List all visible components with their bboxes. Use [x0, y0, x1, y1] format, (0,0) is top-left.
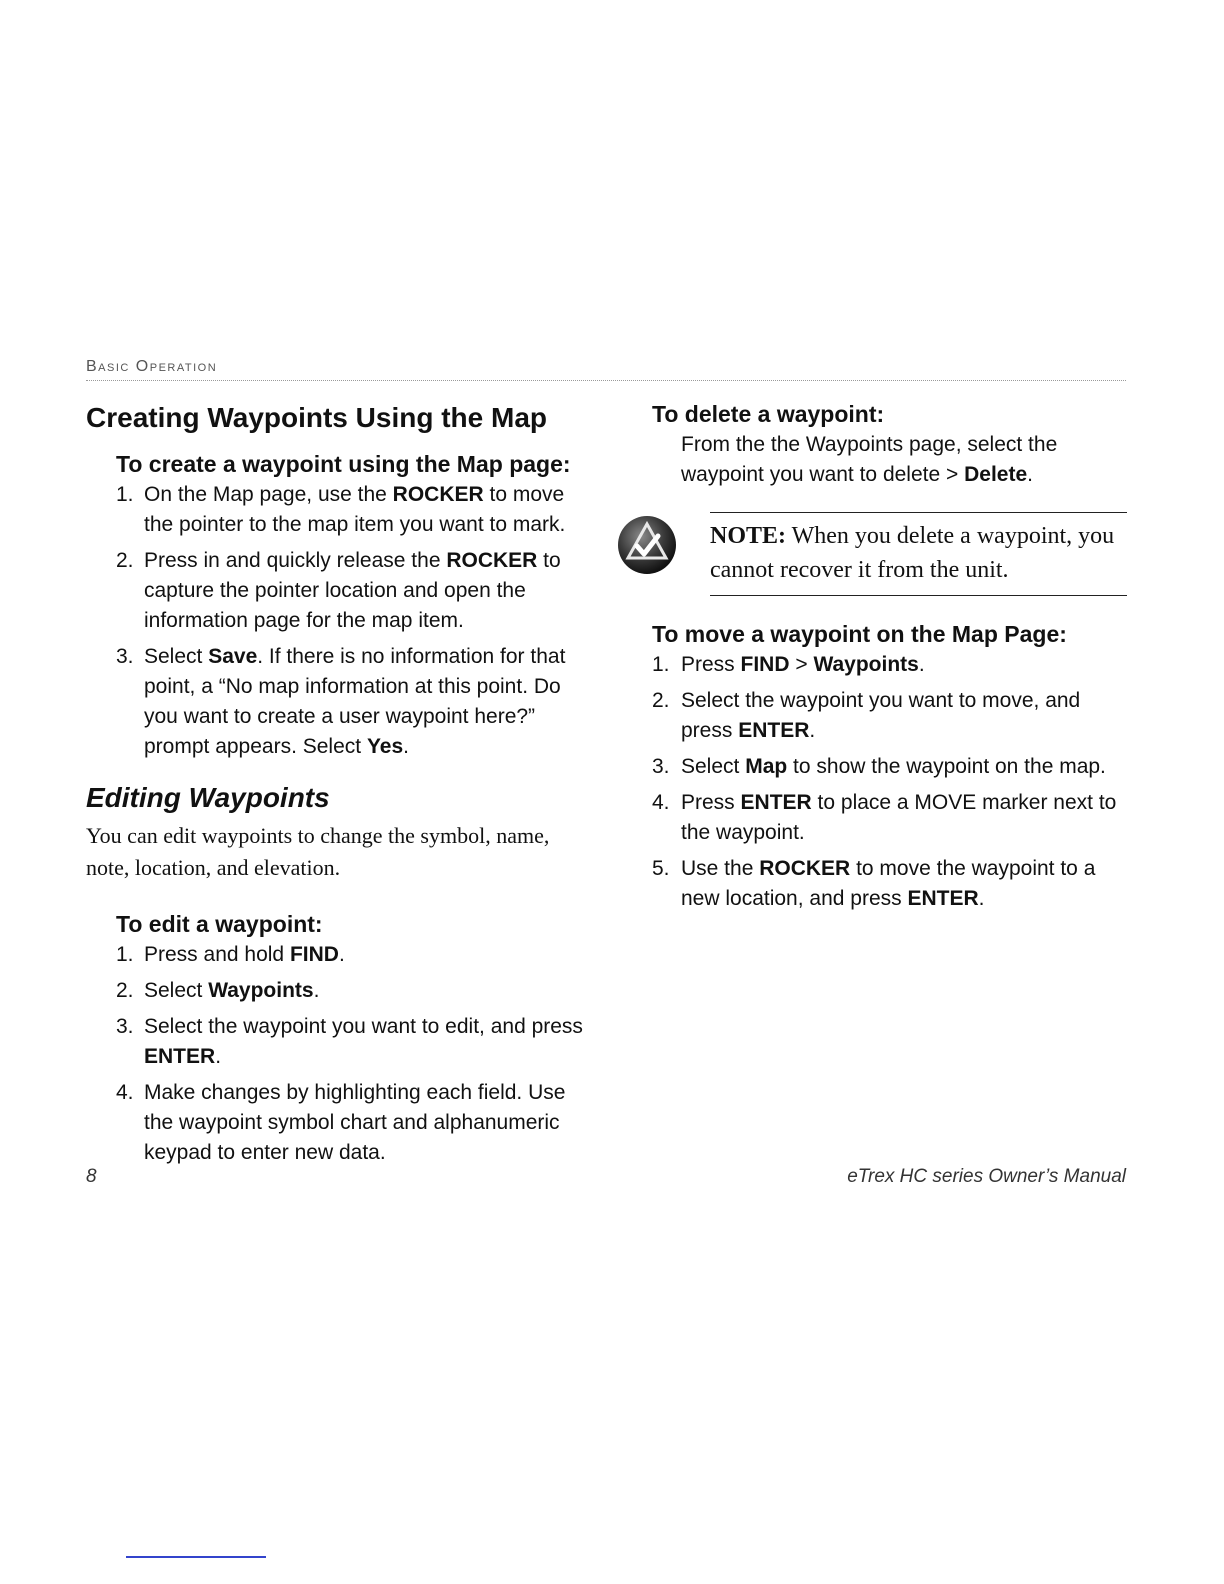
- step-item: [86, 1078, 596, 1168]
- move-waypoint-heading: To move a waypoint on the Map Page:: [652, 621, 1067, 647]
- bold-term: FIND: [740, 653, 790, 676]
- delete-waypoint-body: [681, 430, 1127, 490]
- text-run: to show the waypoint on the map.: [787, 755, 1106, 778]
- step-text: [144, 979, 319, 1002]
- text-run: .: [338, 943, 345, 966]
- step-number: 2.: [652, 689, 670, 712]
- text-run: Use the: [681, 857, 760, 880]
- text-run: Select: [681, 755, 746, 778]
- step-text: [144, 483, 565, 536]
- page-title: Creating Waypoints Using the Map: [86, 402, 547, 433]
- step-text: [144, 943, 345, 966]
- step-text: [681, 689, 1080, 742]
- text-run: Select the waypoint you want to edit, and press: [144, 1015, 583, 1038]
- step-item: [652, 686, 1127, 746]
- bold-term: ROCKER: [392, 483, 484, 506]
- text-run: .: [809, 719, 816, 742]
- right-column: [652, 398, 1127, 920]
- step-text: [144, 1015, 583, 1068]
- step-text: [144, 1081, 565, 1164]
- edit-steps-list: [86, 940, 596, 1168]
- text-run: .: [918, 653, 925, 676]
- edit-heading-wrap: [116, 908, 596, 940]
- step-item: [86, 546, 596, 636]
- manual-title: eTrex HC series Owner’s Manual: [847, 1166, 1126, 1187]
- step-item: [652, 650, 1127, 680]
- text-run: Make changes by highlighting each field. Use the waypoint symbol chart and alphanumeric keypad to enter new data.: [144, 1081, 566, 1164]
- text-run: .: [403, 735, 410, 758]
- note-checkmark-icon: [616, 514, 678, 576]
- bold-term: Waypoints: [813, 653, 919, 676]
- step-item: [86, 1012, 596, 1072]
- text-run: . If there is no information for that point, a “No map information at this point. Do you want to create a user waypoint here?” prompt appears. Select: [144, 645, 566, 758]
- bold-term: ENTER: [740, 791, 812, 814]
- create-waypoint-heading: To create a waypoint using the Map page:: [116, 451, 571, 477]
- step-item: [652, 752, 1127, 782]
- text-run: Select the waypoint you want to move, and press: [681, 689, 1081, 742]
- step-number: 3.: [652, 755, 670, 778]
- editing-waypoints-heading: Editing Waypoints: [86, 782, 330, 813]
- create-heading-wrap: [116, 448, 596, 480]
- step-item: [652, 788, 1127, 848]
- link-underline: [126, 1556, 266, 1558]
- note-label: NOTE:: [710, 523, 787, 549]
- text-run: Select: [144, 979, 209, 1002]
- bold-term: ENTER: [907, 887, 979, 910]
- bold-term: Map: [745, 755, 788, 778]
- bold-term: Waypoints: [208, 979, 314, 1002]
- move-steps-list: [652, 650, 1127, 914]
- step-number: 4.: [116, 1081, 134, 1104]
- step-text: [681, 791, 1116, 844]
- step-text: [681, 755, 1106, 778]
- text-run: From the the Waypoints page, select the waypoint you want to delete >: [681, 433, 1058, 486]
- text-run: .: [313, 979, 320, 1002]
- text-run: On the Map page, use the: [144, 483, 393, 506]
- text-run: to move the waypoint to a new location, and press: [681, 857, 1096, 910]
- step-item: [652, 854, 1127, 914]
- step-item: [86, 976, 596, 1006]
- text-run: >: [789, 653, 814, 676]
- text-run: .: [215, 1045, 222, 1068]
- step-number: 1.: [116, 483, 134, 506]
- step-text: [681, 857, 1095, 910]
- editing-waypoints-body: You can edit waypoints to change the symbol, name, note, location, and elevation.: [86, 823, 550, 880]
- text-run: to place a MOVE marker next to the waypoint.: [681, 791, 1117, 844]
- section-title: Basic Operation: [86, 358, 218, 375]
- text-run: to capture the pointer location and open the information page for the map item.: [144, 549, 561, 632]
- edit-waypoint-heading: To edit a waypoint:: [116, 911, 323, 937]
- text-run: Press in and quickly release the: [144, 549, 447, 572]
- text-run: Select: [144, 645, 209, 668]
- delete-waypoint-heading: To delete a waypoint:: [652, 401, 885, 427]
- text-run: .: [1027, 463, 1033, 486]
- left-column: [86, 398, 596, 1174]
- bold-term: Save: [208, 645, 258, 668]
- note-callout: [652, 512, 1127, 596]
- step-number: 4.: [652, 791, 670, 814]
- bold-term: ENTER: [738, 719, 810, 742]
- step-item: [86, 642, 596, 762]
- section-header: [86, 356, 1126, 381]
- step-item: [86, 480, 596, 540]
- bold-term: Yes: [366, 735, 404, 758]
- bold-term: Delete: [964, 463, 1028, 486]
- step-number: 2.: [116, 979, 134, 1002]
- page-number: 8: [86, 1166, 97, 1187]
- bold-term: ROCKER: [759, 857, 851, 880]
- create-steps-list: [86, 480, 596, 762]
- step-text: [144, 549, 561, 632]
- bold-term: ENTER: [144, 1045, 216, 1068]
- bold-term: ROCKER: [446, 549, 538, 572]
- text-run: Press: [681, 791, 741, 814]
- text-run: Press: [681, 653, 741, 676]
- note-box: [710, 512, 1127, 596]
- text-run: Press and hold: [144, 943, 290, 966]
- text-run: .: [978, 887, 985, 910]
- step-item: [86, 940, 596, 970]
- step-text: [144, 645, 565, 758]
- step-number: 2.: [116, 549, 134, 572]
- note-text: When you delete a waypoint, you cannot recover it from the unit.: [710, 523, 1115, 583]
- step-number: 1.: [652, 653, 670, 676]
- text-run: to move the pointer to the map item you want to mark.: [144, 483, 566, 536]
- step-number: 5.: [652, 857, 670, 880]
- step-number: 1.: [116, 943, 134, 966]
- bold-term: FIND: [289, 943, 339, 966]
- step-number: 3.: [116, 645, 134, 668]
- step-number: 3.: [116, 1015, 134, 1038]
- step-text: [681, 653, 925, 676]
